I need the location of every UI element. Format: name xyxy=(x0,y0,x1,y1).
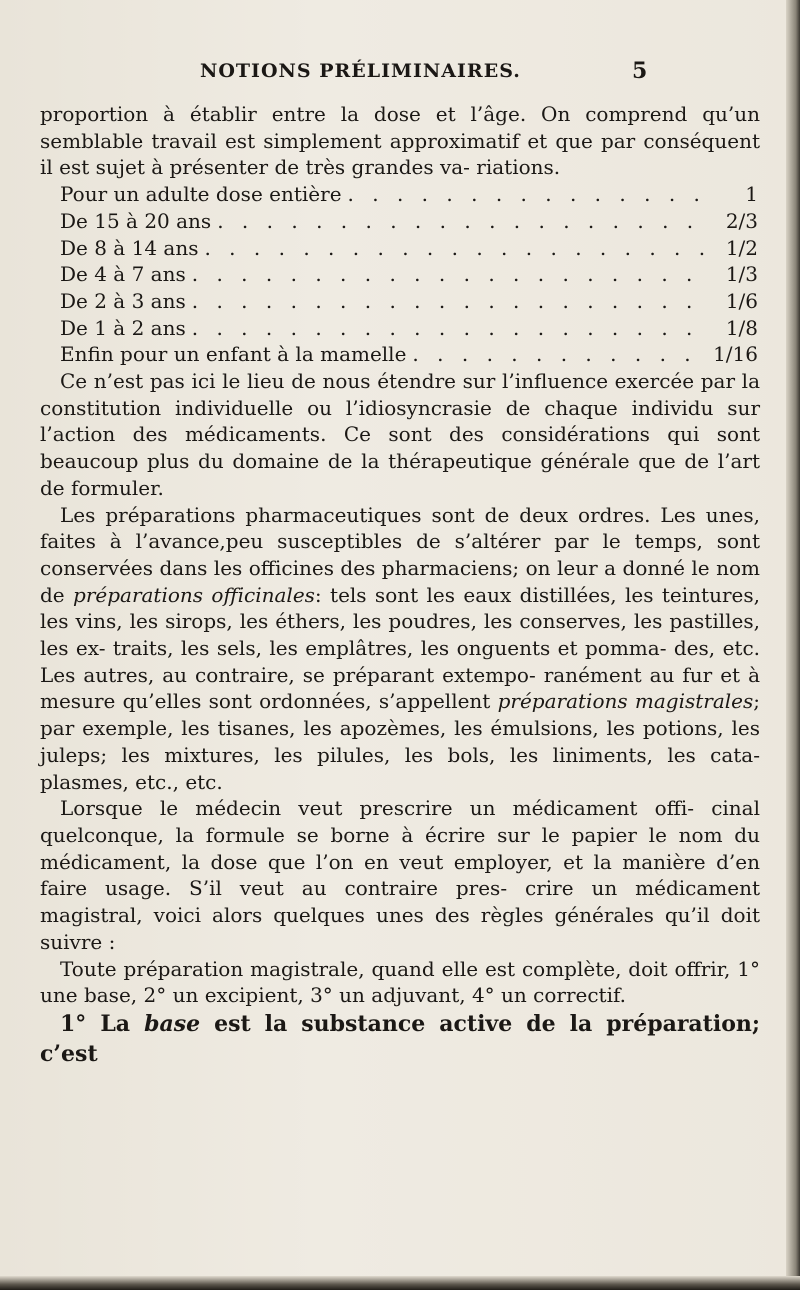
text-run: est la substance active de la préparation; c’est xyxy=(40,1010,760,1067)
paragraph-rules: Toute préparation magistrale, quand elle est complète, doit offrir, 1° une base, 2° un excipient, 3° un adjuvant, 4° un correctif. xyxy=(40,956,760,1008)
leader-dots xyxy=(217,208,706,235)
page-bottom-shadow xyxy=(0,1276,800,1290)
page-number: 5 xyxy=(632,58,648,84)
dosage-row xyxy=(40,235,760,262)
paragraph-preparations xyxy=(40,502,760,796)
dosage-table xyxy=(40,181,760,368)
paragraph-prescription: Lorsque le médecin veut prescrire un médicament offi- cinal quelconque, la formule se borne à écrire sur le papier le nom du médicament, la dose que l’on en veut employer, et la manière d’en faire usage. S’il veut au contraire pres- crire un médicament magistral, voici alors quelques unes des règles générales qu’il doit suivre : xyxy=(40,796,760,954)
leader-dots xyxy=(348,181,706,208)
page-header xyxy=(0,60,800,90)
text-run: : tels sont les eaux distillées, les teintures, les vins, les sirops, les éthers, les poudres, les conserves, les pastilles, les ex- traits, les sels, les emplâtres, les onguents et pomma- des, etc. Les autres, au contraire, se préparant extempo- ranément au fur et à mesure qu’elles sont ordonnées, s’appellent xyxy=(40,582,760,714)
dosage-row xyxy=(40,341,760,368)
dosage-row xyxy=(40,315,760,342)
leader-dots xyxy=(192,315,706,342)
text-run: 1° La xyxy=(60,1010,145,1037)
leader-dots xyxy=(192,261,706,288)
dosage-value: 2/3 xyxy=(725,208,758,233)
dosage-label: Enfin pour un enfant à la mamelle xyxy=(60,342,407,367)
dosage-row xyxy=(40,181,760,208)
term-officinales: préparations officinales xyxy=(73,582,315,607)
term-magistrales: préparations magistrales xyxy=(497,689,754,714)
dosage-row xyxy=(40,208,760,235)
dosage-label: De 15 à 20 ans xyxy=(60,208,212,233)
dosage-value: 1/3 xyxy=(725,262,758,287)
text-run: ; par exemple, les tisanes, les apozèmes, les émulsions, les potions, les juleps; les mixtures, les pilules, les bols, les liniments, les cata- plasmes, etc., etc. xyxy=(40,689,761,794)
dosage-label: De 1 à 2 ans xyxy=(60,315,186,340)
last-line xyxy=(40,1009,760,1069)
dosage-label: De 4 à 7 ans xyxy=(60,262,186,287)
leader-dots xyxy=(192,288,706,315)
dosage-value: 1/8 xyxy=(725,315,758,340)
dosage-value: 1/2 xyxy=(725,235,758,260)
paragraph-intro: proportion à établir entre la dose et l’âge. On comprend qu’un semblable travail est simplement approximatif et que par conséquent il est sujet à présenter de très grandes va- riations. xyxy=(40,102,760,180)
dosage-value: 1 xyxy=(745,182,758,207)
page-edge-shadow xyxy=(786,0,800,1290)
dosage-row xyxy=(40,288,760,315)
dosage-label: De 2 à 3 ans xyxy=(60,288,186,313)
running-head: NOTIONS PRÉLIMINAIRES. xyxy=(200,60,521,82)
text-run: Les préparations pharmaceutiques sont de deux ordres. Les unes, faites à l’avance,peu susceptibles de s’altérer par le temps, sont conservées dans les officines des pharmaciens; on leur a donné le nom de xyxy=(40,502,760,607)
paragraph-influence: Ce n’est pas ici le lieu de nous étendre sur l’influence exercée par la constitution individuelle ou l’idiosyncrasie de chaque individu sur l’action des médicaments. Ce sont des considérations qui sont beaucoup plus du domaine de la thérapeutique générale que de l’art de formuler. xyxy=(40,369,760,500)
leader-dots xyxy=(204,235,706,262)
dosage-value: 1/16 xyxy=(713,342,758,367)
dosage-value: 1/6 xyxy=(725,288,758,313)
dosage-label: De 8 à 14 ans xyxy=(60,235,199,260)
dosage-row xyxy=(40,261,760,288)
term-base: base xyxy=(144,1010,201,1037)
dosage-label: Pour un adulte dose entière xyxy=(60,182,342,207)
leader-dots xyxy=(412,341,706,368)
body-text xyxy=(40,101,760,1069)
